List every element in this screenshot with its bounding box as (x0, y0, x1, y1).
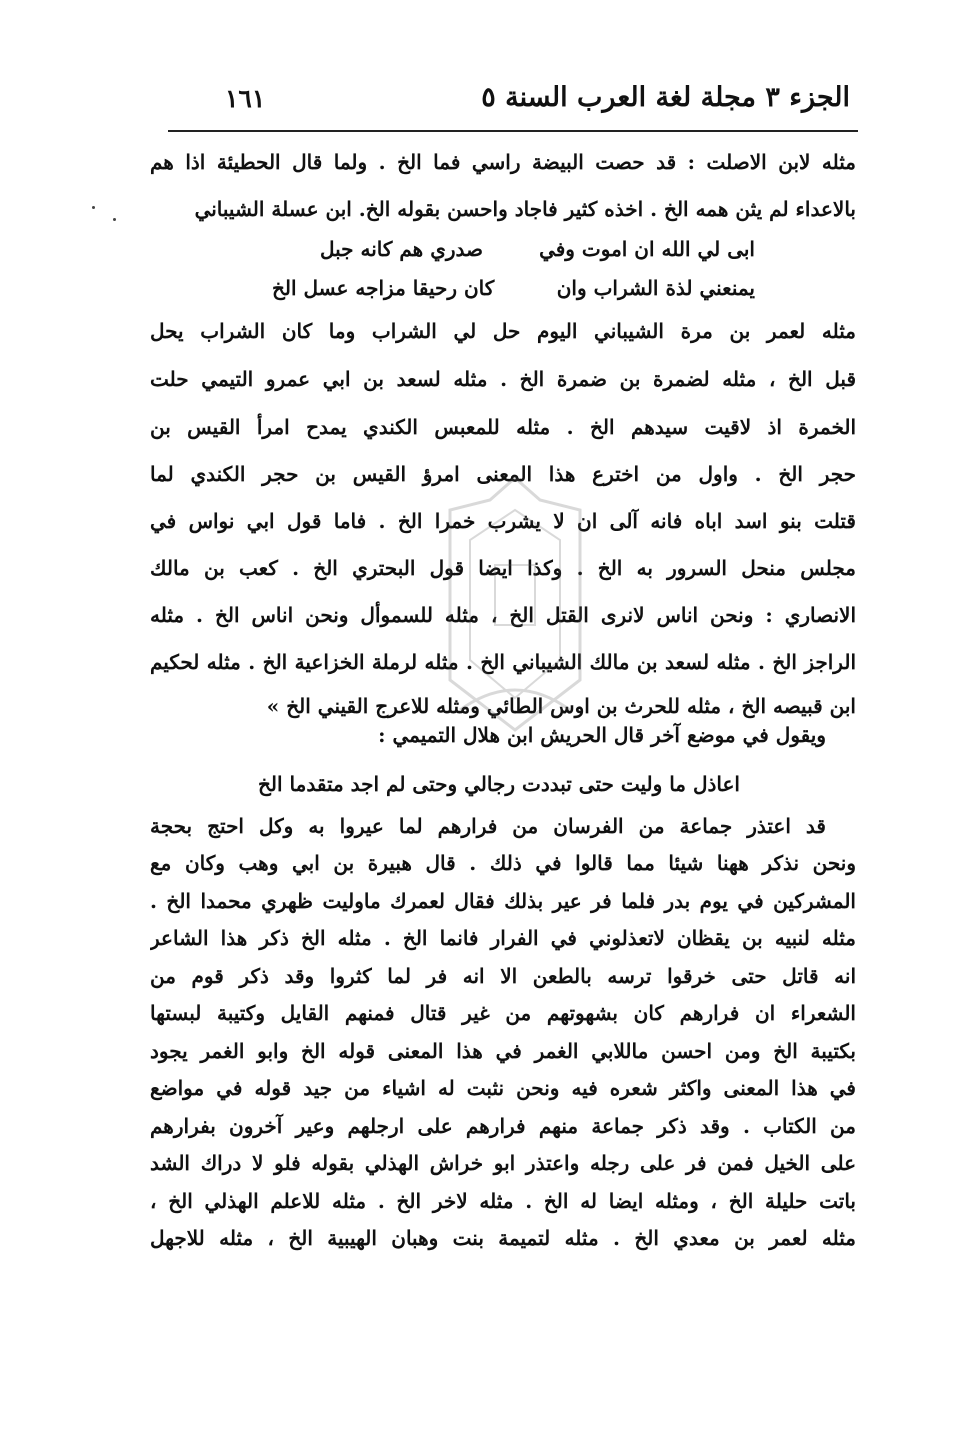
library-seal-watermark (430, 470, 600, 740)
text-line: الانصاري : ونحن اناس لانرى القتل الخ ، مثله للسموأل ونحن اناس الخ . مثله (150, 603, 856, 627)
header-divider (168, 130, 858, 132)
page-header (225, 82, 850, 122)
verse-3-right: اعاذل ما وليت حتى تبددت (521, 772, 740, 796)
verse-2-right: يمنعني لذة الشراب وان (556, 276, 755, 300)
text-line: في هذا المعنى واكثر شعره فيه ونحن نثبت له اشياء من جيد قوله في مواضع (150, 1076, 856, 1100)
verse-1-left: صدري هم كانه جبل (320, 237, 483, 261)
text-line: على الخيل فمن فر على رجله واعتذر ابو خراش الهذلي بقوله فلو لا دراك الشد (150, 1151, 856, 1175)
text-line: مثله لابن الاصلت : قد حصت البيضة راسي فما الخ . ولما قال الحطيئة اذا هم (150, 150, 856, 174)
verse-2-left: كان رحيقا مزاجه عسل الخ (272, 276, 495, 300)
text-line: بكتيبة الخ ومن احسن ماللابي الغمر في هذا المعنى قوله الخ وابو الغمر يجود (150, 1039, 856, 1063)
text-line: الراجز الخ . مثله لسعد بن مالك الشيباني الخ . مثله لرملة الخزاعية الخ . مثله لحكيم (150, 650, 856, 674)
text-line: مثله لنبيه بن يقظان لاتعذلوني في الفرار فانما الخ . مثله الخ ذكر هذا الشاعر (150, 926, 856, 950)
text-line: الخمرة اذ لاقيت سيدهم الخ . مثله للمعبس الكندي يمدح امرأ القيس بن (150, 415, 856, 439)
text-line: قبل الخ ، مثله لضمرة بن ضمرة الخ . مثله لسعد بن ابي عمرو التيمي حلت (150, 367, 856, 391)
scan-speck (113, 218, 116, 221)
text-line: بالاعداء لم يثن همه الخ . اخذه كثير فاجاد واحسن بقوله الخ. ابن عسلة الشيباني (194, 197, 856, 221)
text-line: انه قاتل حتى خرقوا ترسه بالطعن الا انه فر لما كثروا وقد ذكر قوم من (150, 964, 856, 988)
page-number: ١٦١ (225, 84, 266, 113)
text-line: الشعراء ان فرارهم كان بشهوتهم من غير قتال فمنهم القايل وكتيبة لبستها (150, 1001, 856, 1025)
text-line: المشركين في يوم بدر فلما فر عير بذلك فقال لعمرك ماوليت ظهري محمدا الخ . (150, 889, 856, 913)
text-line: قتلت بنو اسد اباه فانه آلى ان لا يشرب خمرا الخ . فاما قول ابي نواس في (150, 509, 856, 533)
text-line: مجلس منحل السرور به الخ . وكذا ايضا قول البحتري الخ . كعب بن مالك (150, 556, 856, 580)
text-line: حجر الخ . واول من اخترع هذا المعنى امرؤ القيس بن حجر الكندي لما (150, 462, 856, 486)
text-line: ابن قبيصه الخ ، مثله للحرث بن اوس الطائي ومثله للاعرج القيني الخ » (266, 694, 856, 718)
scan-speck (92, 206, 95, 209)
verse-3-left: رجالي وحتى لم اجد متقدما الخ (258, 772, 515, 796)
text-line: من الكتاب . وقد ذكر جماعة منهم فرارهم على ارجلهم وعير آخرون بفرارهم (150, 1114, 856, 1138)
text-line: قد اعتذر جماعة من الفرسان من فرارهم لما عيروا به وكل احتج بحجة (150, 814, 826, 838)
text-line: باتت حليلة الخ ، ومثله ايضا له الخ . مثله لاخر الخ . مثله للاعلم الهذلي الخ ، (150, 1189, 856, 1213)
running-header-title: الجزء ٣ مجلة لغة العرب السنة ٥ (481, 82, 850, 113)
text-line: ونحن نذكر ههنا شيئا مما قالوا في ذلك . قال هبيرة بن ابي وهب وكان مع (150, 851, 856, 875)
verse-1-right: ابى لي الله ان اموت وفي (539, 237, 755, 261)
text-line: مثله لعمر بن مرة الشيباني اليوم حل لي الشراب وما كان الشراب يحل (150, 319, 856, 343)
text-line: مثله لعمر بن معدي الخ . مثله لتميمة بنت وهبان الهيبية الخ ، مثله للاجهل (150, 1226, 856, 1250)
text-line: ويقول في موضع آخر قال الحريش ابن هلال التميمي : (378, 723, 826, 747)
